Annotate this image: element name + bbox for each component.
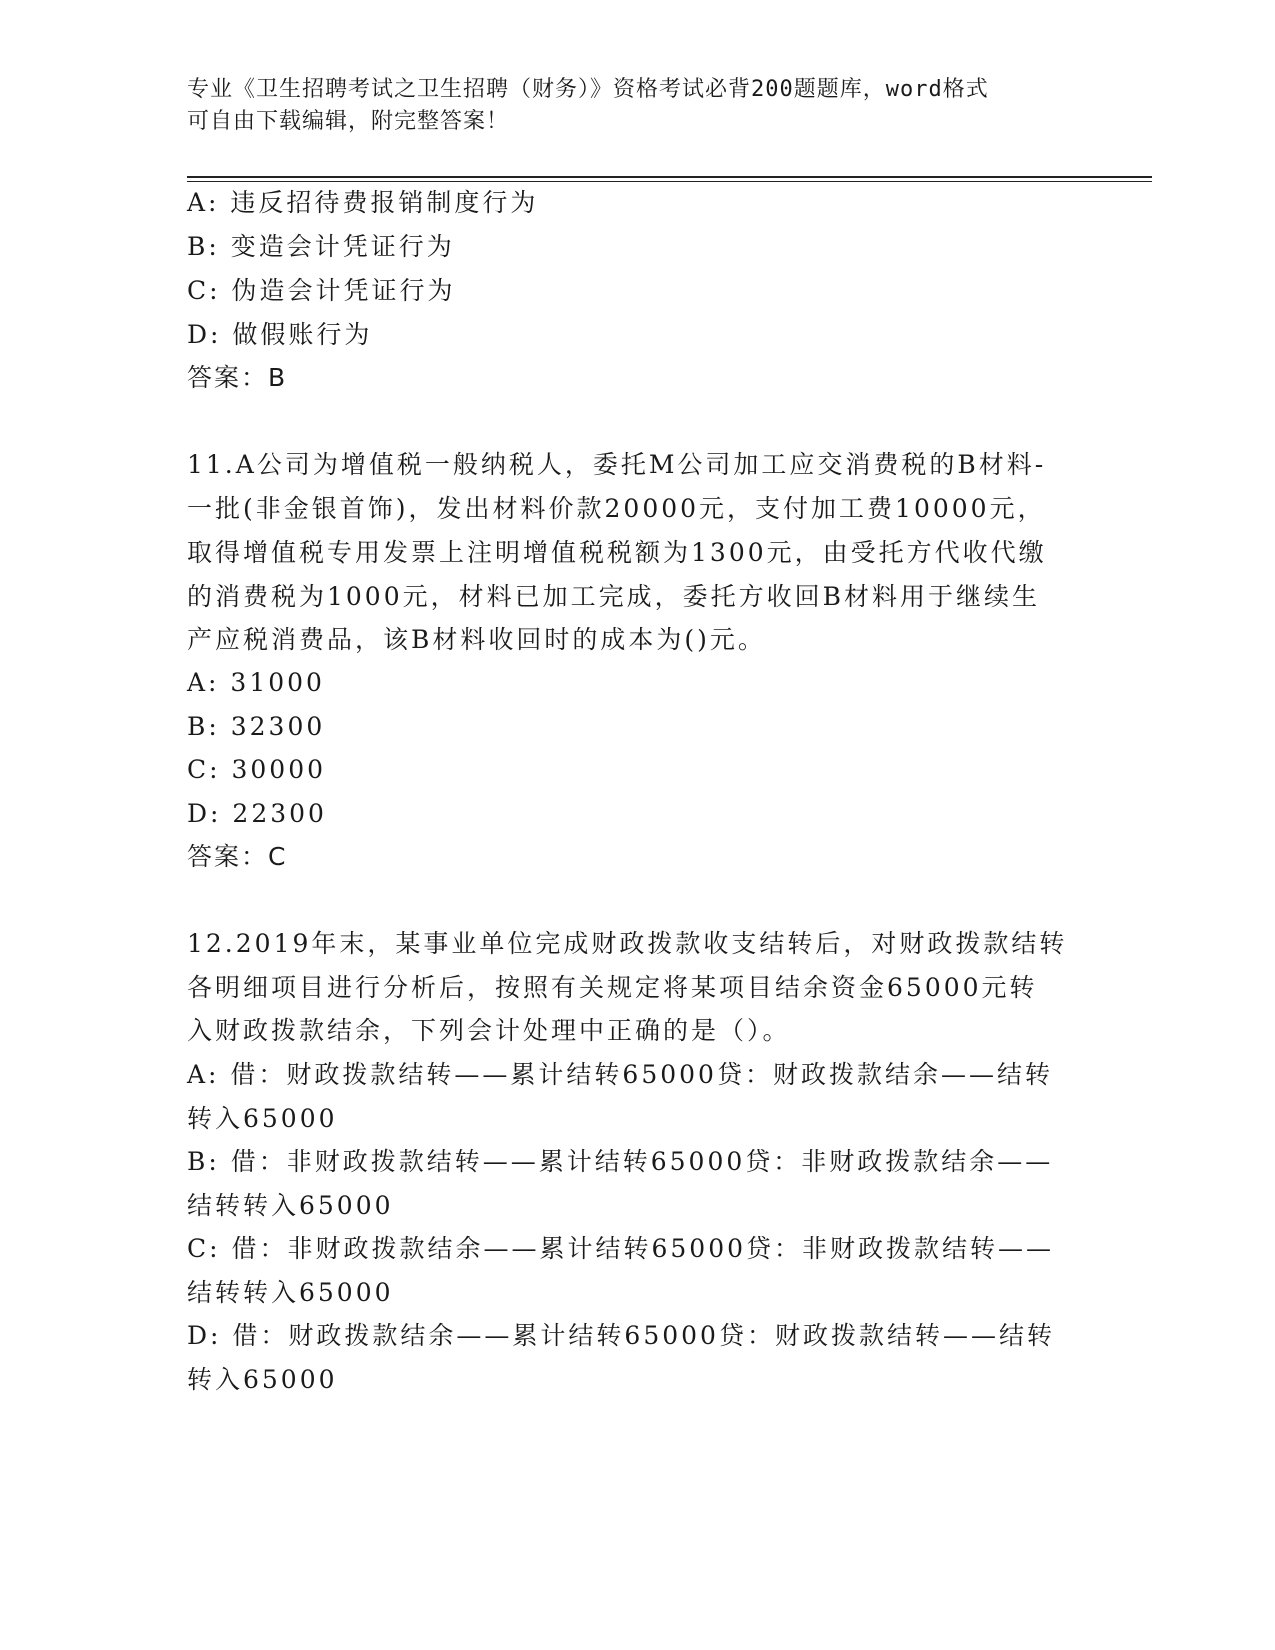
q11-option-d: D: 22300 [187,799,327,828]
q10-option-a: A: 违反招待费报销制度行为 [187,188,539,217]
q12-option-b-line-1: B: 借：非财政拨款结转——累计结转65000贷：非财政拨款结余—— [187,1147,1054,1176]
q12-option-b-line-2: 结转转入65000 [187,1191,394,1220]
header-rule-thin [187,181,1152,182]
q10-option-b: B: 变造会计凭证行为 [187,232,455,261]
q11-option-a: A: 31000 [187,668,325,697]
header-line-1: 专业《卫生招聘考试之卫生招聘（财务）》资格考试必背200题题库，word格式 [187,77,989,102]
q11-option-b: B: 32300 [187,712,326,741]
q11-option-c: C: 30000 [187,755,327,784]
document-header [187,74,1067,138]
q11-line-4: 的消费税为1000元，材料已加工完成，委托方收回B材料用于继续生 [187,582,1040,611]
header-line-2: 可自由下载编辑，附完整答案！ [187,109,510,134]
q12-option-a-line-1: A: 借：财政拨款结转——累计结转65000贷：财政拨款结余——结转 [187,1060,1053,1089]
q12-option-d-line-1: D: 借：财政拨款结余——累计结转65000贷：财政拨款结转——结转 [187,1321,1055,1350]
q11-line-5: 产应税消费品，该B材料收回时的成本为()元。 [187,625,766,654]
q12-option-d-line-2: 转入65000 [187,1365,338,1394]
q11-answer: 答案：C [187,842,288,871]
q11-line-1: 11.A公司为增值税一般纳税人，委托M公司加工应交消费税的B材料- [187,450,1047,479]
q12-option-a-line-2: 转入65000 [187,1104,338,1133]
q11-line-3: 取得增值税专用发票上注明增值税税额为1300元，由受托方代收代缴 [187,538,1047,567]
q11-line-2: 一批(非金银首饰)，发出材料价款20000元，支付加工费10000元， [187,494,1046,523]
q12-option-c-line-1: C: 借：非财政拨款结余——累计结转65000贷：非财政拨款结转—— [187,1234,1055,1263]
q10-option-d: D: 做假账行为 [187,320,373,349]
q12-line-1: 12.2019年末，某事业单位完成财政拨款收支结转后，对财政拨款结转 [187,929,1068,958]
q12-line-3: 入财政拨款结余，下列会计处理中正确的是（）。 [187,1016,791,1045]
q12-line-2: 各明细项目进行分析后，按照有关规定将某项目结余资金65000元转 [187,973,1038,1002]
q10-option-c: C: 伪造会计凭证行为 [187,276,456,305]
header-rule-thick [187,176,1152,178]
q10-answer: 答案：B [187,363,288,392]
q12-option-c-line-2: 结转转入65000 [187,1278,394,1307]
